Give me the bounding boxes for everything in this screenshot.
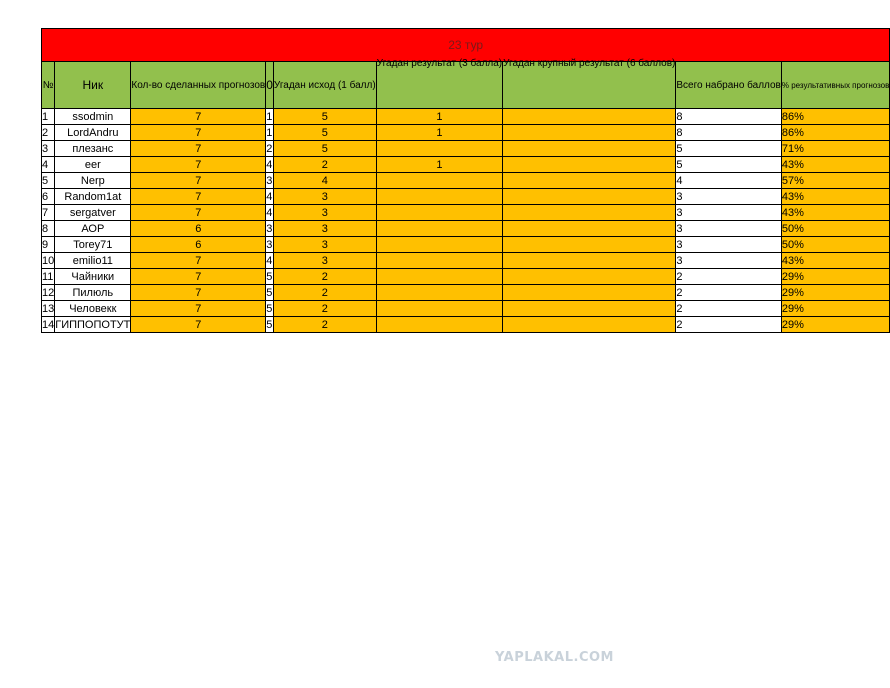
cell-big-result xyxy=(503,109,676,125)
cell-big-result xyxy=(503,141,676,157)
cell-num: 14 xyxy=(42,318,55,331)
cell-result xyxy=(376,253,502,269)
cell-predictions: 6 xyxy=(131,221,266,237)
cell-total: 3 xyxy=(676,253,782,269)
cell-nick: Torey71 xyxy=(55,237,131,253)
cell-num: 7 xyxy=(42,205,55,221)
header-result-label: Угадан результат (3 балла) xyxy=(376,58,503,69)
cell-nick: Человекк xyxy=(55,301,131,317)
cell-percent: 50% xyxy=(781,237,890,253)
cell-big-result xyxy=(503,221,676,237)
cell-percent: 43% xyxy=(781,205,890,221)
cell-nick: плезанс xyxy=(55,141,131,157)
cell-predictions: 7 xyxy=(131,253,266,269)
cell-predictions: 7 xyxy=(131,285,266,301)
header-predictions: Кол-во сделанных прогнозов xyxy=(131,62,266,109)
cell-big-result xyxy=(503,157,676,173)
cell-nick: Nerp xyxy=(55,173,131,189)
cell-predictions: 6 xyxy=(131,237,266,253)
cell-num: 9 xyxy=(42,237,55,253)
cell-percent: 29% xyxy=(781,301,890,317)
cell-result xyxy=(376,285,502,301)
cell-nick: emilio11 xyxy=(55,253,131,269)
cell-zero: 5 xyxy=(266,286,273,299)
table-row xyxy=(42,125,890,141)
cell-num: 8 xyxy=(42,221,55,237)
table-row xyxy=(42,221,890,237)
table-row xyxy=(42,189,890,205)
cell-predictions: 7 xyxy=(131,157,266,173)
table-row xyxy=(42,269,890,285)
cell-total: 3 xyxy=(676,237,782,253)
cell-outcome: 5 xyxy=(273,141,376,157)
cell-outcome: 3 xyxy=(273,205,376,221)
cell-outcome: 2 xyxy=(273,317,376,333)
table-body xyxy=(42,109,890,333)
cell-outcome: 4 xyxy=(273,173,376,189)
watermark-logo: YAPLAKAL.COM xyxy=(495,650,614,665)
cell-total: 5 xyxy=(676,141,782,157)
cell-total: 2 xyxy=(676,285,782,301)
cell-result xyxy=(376,237,502,253)
cell-num: 5 xyxy=(42,173,55,189)
standings-table xyxy=(41,28,890,333)
cell-big-result xyxy=(503,269,676,285)
cell-num: 2 xyxy=(42,125,55,141)
cell-percent: 57% xyxy=(781,173,890,189)
cell-num: 10 xyxy=(42,254,55,267)
cell-num: 11 xyxy=(42,270,54,283)
cell-predictions: 7 xyxy=(131,173,266,189)
cell-total: 5 xyxy=(676,157,782,173)
cell-percent: 43% xyxy=(781,253,890,269)
cell-big-result xyxy=(503,301,676,317)
cell-nick: ssodmin xyxy=(55,109,131,125)
cell-outcome: 2 xyxy=(273,301,376,317)
cell-result: 1 xyxy=(376,109,502,125)
cell-zero: 3 xyxy=(266,222,273,235)
cell-predictions: 7 xyxy=(131,141,266,157)
table-title: 23 тур xyxy=(42,29,890,62)
cell-big-result xyxy=(503,205,676,221)
cell-result xyxy=(376,205,502,221)
cell-total: 2 xyxy=(676,269,782,285)
header-zero: 0 xyxy=(266,62,274,109)
header-result xyxy=(376,58,503,109)
cell-outcome: 3 xyxy=(273,253,376,269)
cell-nick: ГИППОПОТУТ xyxy=(55,318,131,331)
cell-zero: 5 xyxy=(266,318,273,331)
header-big-result xyxy=(503,58,676,109)
cell-big-result xyxy=(503,125,676,141)
header-outcome: Угадан исход (1 балл) xyxy=(273,62,376,109)
cell-total: 2 xyxy=(676,317,782,333)
cell-big-result xyxy=(503,317,676,333)
cell-nick: Чайники xyxy=(55,269,131,285)
header-big-result-label: Угадан крупный результат (6 баллов) xyxy=(503,58,676,69)
cell-big-result xyxy=(503,253,676,269)
cell-percent: 86% xyxy=(781,109,890,125)
cell-result xyxy=(376,317,502,333)
cell-big-result xyxy=(503,237,676,253)
cell-total: 3 xyxy=(676,189,782,205)
cell-predictions: 7 xyxy=(131,205,266,221)
cell-zero: 4 xyxy=(266,158,273,171)
cell-percent: 29% xyxy=(781,285,890,301)
cell-zero: 2 xyxy=(266,142,273,155)
cell-outcome: 5 xyxy=(273,125,376,141)
cell-result xyxy=(376,189,502,205)
cell-result xyxy=(376,221,502,237)
table-row xyxy=(42,157,890,173)
cell-predictions: 7 xyxy=(131,317,266,333)
table-row xyxy=(42,237,890,253)
cell-percent: 29% xyxy=(781,269,890,285)
cell-percent: 43% xyxy=(781,157,890,173)
header-row xyxy=(42,62,890,109)
cell-outcome: 5 xyxy=(273,109,376,125)
cell-predictions: 7 xyxy=(131,109,266,125)
cell-result xyxy=(376,269,502,285)
cell-num: 4 xyxy=(42,157,55,173)
cell-nick: LordAndru xyxy=(55,125,131,141)
cell-total: 3 xyxy=(676,221,782,237)
cell-total: 8 xyxy=(676,109,782,125)
cell-result xyxy=(376,301,502,317)
header-nick: Ник xyxy=(55,62,131,109)
table-row xyxy=(42,317,890,333)
cell-predictions: 7 xyxy=(131,125,266,141)
cell-outcome: 3 xyxy=(273,189,376,205)
cell-nick: eer xyxy=(55,157,131,173)
table-row xyxy=(42,173,890,189)
cell-percent: 71% xyxy=(781,141,890,157)
cell-num: 1 xyxy=(42,109,55,125)
cell-zero: 5 xyxy=(266,270,273,283)
cell-percent: 50% xyxy=(781,221,890,237)
table-row xyxy=(42,301,890,317)
cell-nick: Random1at xyxy=(55,189,131,205)
cell-num: 13 xyxy=(42,302,55,315)
cell-outcome: 2 xyxy=(273,285,376,301)
table-row xyxy=(42,205,890,221)
cell-big-result xyxy=(503,285,676,301)
cell-zero: 4 xyxy=(266,254,273,267)
cell-zero: 3 xyxy=(266,174,273,187)
cell-result xyxy=(376,141,502,157)
cell-percent: 43% xyxy=(781,189,890,205)
header-total: Всего набрано баллов xyxy=(676,62,782,109)
cell-num: 12 xyxy=(42,286,55,299)
cell-predictions: 7 xyxy=(131,269,266,285)
cell-zero: 1 xyxy=(266,126,273,139)
cell-num: 3 xyxy=(42,141,55,157)
cell-percent: 86% xyxy=(781,125,890,141)
cell-zero: 5 xyxy=(266,302,273,315)
cell-outcome: 3 xyxy=(273,221,376,237)
cell-predictions: 7 xyxy=(131,189,266,205)
cell-zero: 3 xyxy=(266,238,273,251)
cell-result: 1 xyxy=(376,125,502,141)
cell-nick: sergatver xyxy=(55,205,131,221)
cell-zero: 4 xyxy=(266,190,273,203)
cell-nick: Пилюль xyxy=(55,285,131,301)
cell-result xyxy=(376,173,502,189)
cell-total: 4 xyxy=(676,173,782,189)
cell-total: 3 xyxy=(676,205,782,221)
cell-zero: 1 xyxy=(266,110,273,123)
cell-outcome: 2 xyxy=(273,269,376,285)
cell-nick: АОР xyxy=(55,221,131,237)
cell-result: 1 xyxy=(376,157,502,173)
cell-num: 6 xyxy=(42,189,55,205)
cell-outcome: 2 xyxy=(273,157,376,173)
cell-big-result xyxy=(503,173,676,189)
cell-predictions: 7 xyxy=(131,301,266,317)
cell-total: 8 xyxy=(676,125,782,141)
cell-zero: 4 xyxy=(266,206,273,219)
table-row xyxy=(42,109,890,125)
header-percent: % результативных прогнозов xyxy=(781,62,890,109)
table-row xyxy=(42,253,890,269)
cell-percent: 29% xyxy=(781,317,890,333)
cell-big-result xyxy=(503,189,676,205)
header-num: № xyxy=(42,62,55,109)
cell-outcome: 3 xyxy=(273,237,376,253)
table-row xyxy=(42,141,890,157)
table-row xyxy=(42,285,890,301)
cell-total: 2 xyxy=(676,301,782,317)
